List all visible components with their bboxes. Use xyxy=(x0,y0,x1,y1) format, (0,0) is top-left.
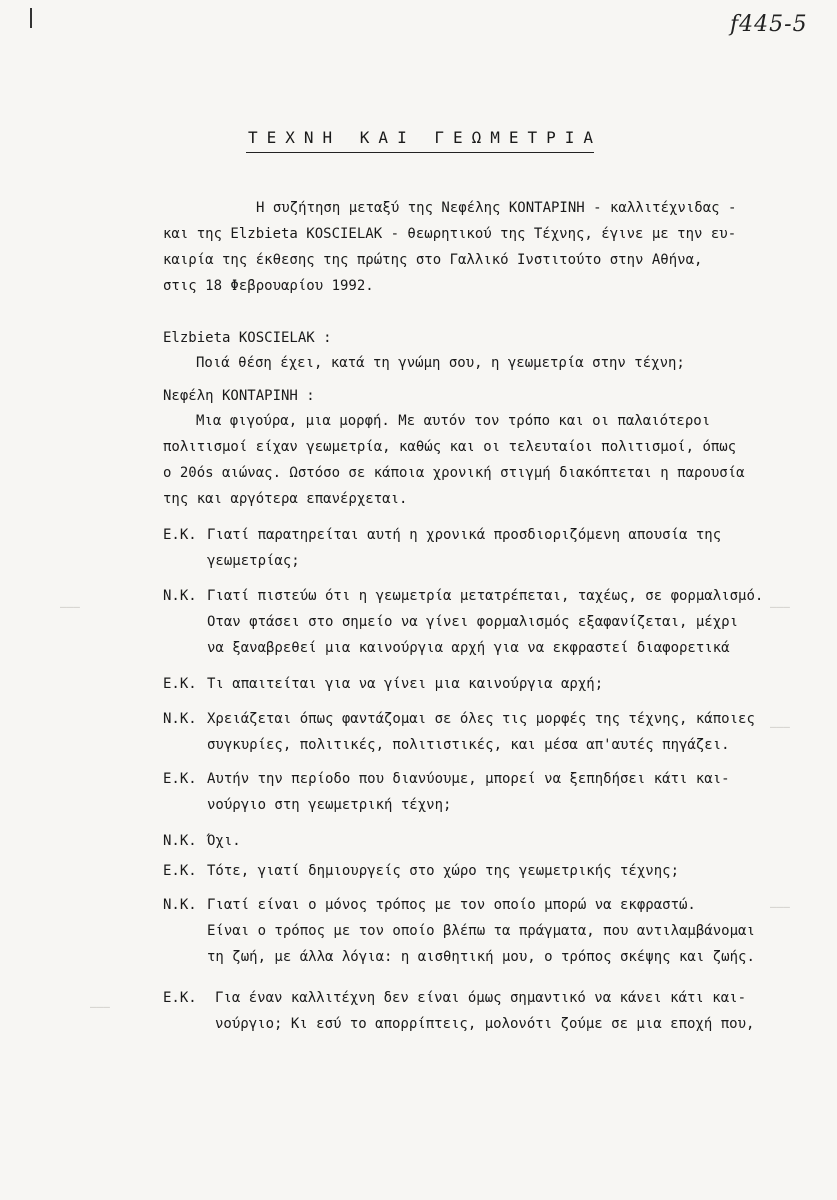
question-text: Για έναν καλλιτέχνη δεν είναι όμως σημαντικό να κάνει κάτι και- xyxy=(215,990,747,1006)
speaker-tag: Ν.Κ. xyxy=(163,588,197,604)
question-text: Τι απαιτείται για να γίνει μια καινούργια αρχή; xyxy=(207,676,604,692)
title-underline xyxy=(246,152,594,153)
speaker-tag: Ε.Κ. xyxy=(163,676,197,692)
bleed-through-mark: ——— xyxy=(770,900,790,913)
margin-mark xyxy=(30,8,32,28)
speaker-tag: Ν.Κ. xyxy=(163,711,197,727)
answer-text: Γιατί πιστεύω ότι η γεωμετρία μετατρέπεται, ταχέως, σε φορμαλισμό. xyxy=(207,588,764,604)
question-text: Αυτήν την περίοδο που διανύουμε, μπορεί να ξεπηδήσει κάτι και- xyxy=(207,771,730,787)
question-text: γεωμετρίας; xyxy=(207,553,300,569)
question-text: νούργιο στη γεωμετρική τέχνη; xyxy=(207,797,452,813)
speaker-tag: Ν.Κ. xyxy=(163,897,197,913)
speaker-tag: Ε.Κ. xyxy=(163,771,197,787)
answer-text: τη ζωή, με άλλα λόγια: η αισθητική μου, ο τρόπος σκέψης και ζωής. xyxy=(207,949,755,965)
intro-line: στις 18 Φεβρουαρίου 1992. xyxy=(163,278,374,294)
answer-text: Χρειάζεται όπως φαντάζομαι σε όλες τις μορφές της τέχνης, κάποιες xyxy=(207,711,755,727)
intro-line: Η συζήτηση μεταξύ της Νεφέλης ΚΟΝΤΑΡΙΝΗ - καλλιτέχνιδας - xyxy=(256,200,737,216)
speaker-tag: Ε.Κ. xyxy=(163,863,197,879)
intro-line: καιρία της έκθεσης της πρώτης στο Γαλλικό Ινστιτούτο στην Αθήνα, xyxy=(163,252,703,268)
page-title: ΤΕΧΝΗ ΚΑΙ ΓΕΩΜΕΤΡΙΑ xyxy=(248,128,603,147)
speaker-tag: Ε.Κ. xyxy=(163,527,197,543)
answer-text: της και αργότερα επανέρχεται. xyxy=(163,491,408,507)
question-text: Τότε, γιατί δημιουργείς στο χώρο της γεωμετρικής τέχνης; xyxy=(207,863,680,879)
answer-text: Είναι ο τρόπος με τον οποίο βλέπω τα πράγματα, που αντιλαμβάνομαι xyxy=(207,923,755,939)
answer-text: Όχι. xyxy=(207,833,241,849)
bleed-through-mark: ——— xyxy=(60,600,80,613)
intro-line: και της Elzbieta KOSCIELAK - θεωρητικού της Τέχνης, έγινε με την ευ- xyxy=(163,226,737,242)
speaker-label: Νεφέλη ΚΟΝΤΑΡΙΝΗ : xyxy=(163,388,315,404)
speaker-label: Elzbieta KOSCIELAK : xyxy=(163,330,332,346)
answer-text: ο 20όs αιώνας. Ωστόσο σε κάποια χρονική στιγμή διακόπτεται η παρουσία xyxy=(163,465,745,481)
answer-text: πολιτισμοί είχαν γεωμετρία, καθώς και οι τελευταίοι πολιτισμοί, όπως xyxy=(163,439,737,455)
answer-text: Γιατί είναι ο μόνος τρόπος με τον οποίο μπορώ να εκφραστώ. xyxy=(207,897,696,913)
question-text: Ποιά θέση έχει, κατά τη γνώμη σου, η γεωμετρία στην τέχνη; xyxy=(196,355,685,371)
answer-text: Μια φιγούρα, μια μορφή. Με αυτόν τον τρόπο και οι παλαιότεροι xyxy=(196,413,711,429)
speaker-tag: Ν.Κ. xyxy=(163,833,197,849)
question-text: Γιατί παρατηρείται αυτή η χρονικά προσδιοριζόμενη απουσία της xyxy=(207,527,722,543)
answer-text: να ξαναβρεθεί μια καινούργια αρχή για να εκφραστεί διαφορετικά xyxy=(207,640,730,656)
bleed-through-mark: ——— xyxy=(770,720,790,733)
answer-text: Οταν φτάσει στο σημείο να γίνει φορμαλισμός εξαφανίζεται, μέχρι xyxy=(207,614,739,630)
speaker-tag: Ε.Κ. xyxy=(163,990,197,1006)
answer-text: συγκυρίες, πολιτικές, πολιτιστικές, και μέσα απ'αυτές πηγάζει. xyxy=(207,737,730,753)
bleed-through-mark: ——— xyxy=(770,600,790,613)
handwritten-page-note: f445-5 xyxy=(730,12,808,37)
bleed-through-mark: ——— xyxy=(90,1000,110,1013)
question-text: νούργιο; Κι εσύ το απορρίπτεις, μολονότι ζούμε σε μια εποχή που, xyxy=(215,1016,755,1032)
